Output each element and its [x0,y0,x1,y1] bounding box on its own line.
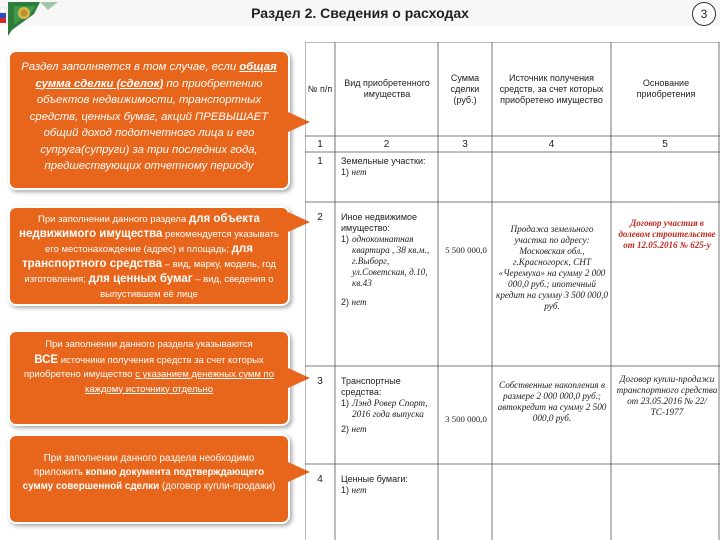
header-acquisition-basis: Основание приобретения [636,78,696,99]
property-kind-label: Ценные бумаги: [341,474,408,484]
handwritten-entry: нет [351,297,367,307]
item-index: 1) [341,485,350,495]
handwritten-entry: Лэнд Ровер Спорт, 2016 года выпуска [352,398,428,419]
item-index: 2) [341,424,350,434]
callout-text: рекомендуется указывать его местонахождение (адрес) и площадь; [45,229,279,255]
handwritten-entry: нет [351,485,367,495]
column-number: 5 [662,139,668,150]
property-kind-cell [341,376,435,435]
page-number: 3 [692,2,716,26]
callout-text: источники получения средств за счет которых приобретено имущество [24,354,264,380]
callout-emphasis: ВСЕ [34,353,59,366]
handwritten-entry: нет [351,424,367,434]
acquisition-basis-cell: Договор участия в долевом строительстве от 12.05.2016 № 625-у [618,218,716,250]
callout-property-description [8,206,290,306]
property-kind-cell [341,212,435,308]
callout-emphasis: для транспортного средства [22,243,253,270]
column-number: 2 [383,139,390,150]
callout-text: – вид, сведения о выпустившем её лице [100,274,274,300]
callout-text: (договор купли-продажи) [161,481,276,492]
row-number: 2 [317,212,323,223]
item-index: 1) [341,398,350,408]
callout-emphasis: с указанием денежных сумм по каждому источнику отдельно [84,369,274,395]
callout-text: При заполнении данного раздела указываются [45,339,253,350]
callout-text: Раздел заполняется в том случае, если [21,61,237,73]
callout-attach-document [8,434,290,524]
acquisition-basis-cell: Договор купли-продажи транспортного средства от 23.05.2016 № 22/ТС-1977 [616,374,718,417]
header-deal-sum: Сумма сделки (руб.) [450,72,480,105]
deal-sum-cell: 3 500 000,0 [445,414,487,424]
item-index: 2) [341,297,350,307]
property-kind-label: Земельные участки: [341,156,426,166]
property-kind-label: Транспортные средства: [341,376,401,397]
property-kind-label: Иное недвижимое имущество: [341,212,418,233]
callout-text: – вид, марку, модель, год изготовления; [24,259,276,285]
callout-emphasis: копию документа подтверждающего сумму совершенной сделки [22,467,265,492]
property-kind-cell [341,474,435,496]
callout-text: При заполнении данного раздела [38,214,189,225]
handwritten-entry: однокомнатная квартира , 38 кв.м., г.Выборг, ул.Советская, д.10, кв.43 [352,234,430,288]
item-index: 1) [341,234,350,244]
section-title: Раздел 2. Сведения о расходах [251,5,469,21]
callout-emphasis: общая сумма сделки (сделок) [35,61,277,90]
callout-emphasis: для ценных бумаг [88,273,193,285]
callout-funding-sources [8,330,290,426]
funding-source-cell: Продажа земельного участка по адресу: Московская обл., г.Красногорск, СНТ «Черемуха» на сумму 2 000 000,0 руб.; ипотечный кредит на сумму 3 500 000,0 руб. [496,224,608,311]
column-number: 4 [548,139,555,150]
callout-text: При заполнении данного раздела необходимо приложить [33,453,255,478]
callout-emphasis: для объекта недвижимого имущества [19,213,260,240]
expenses-table [305,42,720,540]
header-number: № п/п [307,83,333,94]
item-index: 1) [341,167,350,177]
row-number: 3 [317,376,323,387]
column-number: 3 [462,139,468,150]
header-funding-source: Источник получения средств, за счет которых приобретено имущество [499,72,604,105]
column-number: 1 [317,139,323,150]
row-number: 4 [317,474,323,485]
deal-sum-cell: 5 500 000,0 [445,245,487,255]
handwritten-entry: нет [351,167,367,177]
row-number: 1 [317,156,323,167]
callout-text: по приобретению объектов недвижимости, транспортных средств, ценных бумаг, акций ПРЕВЫШАЕТ общий доход подотчетного лица и его супруга(супруги) за три последних года, предшествующих отчетному периоду [29,77,269,172]
property-kind-cell [341,156,433,178]
funding-source-cell: Собственные накопления в размере 2 000 000,0 руб.; автокредит на сумму 2 500 000,0 руб. [497,380,607,423]
header-property-kind: Вид приобретенного имущества [344,78,430,99]
callout-section-condition [8,50,290,190]
